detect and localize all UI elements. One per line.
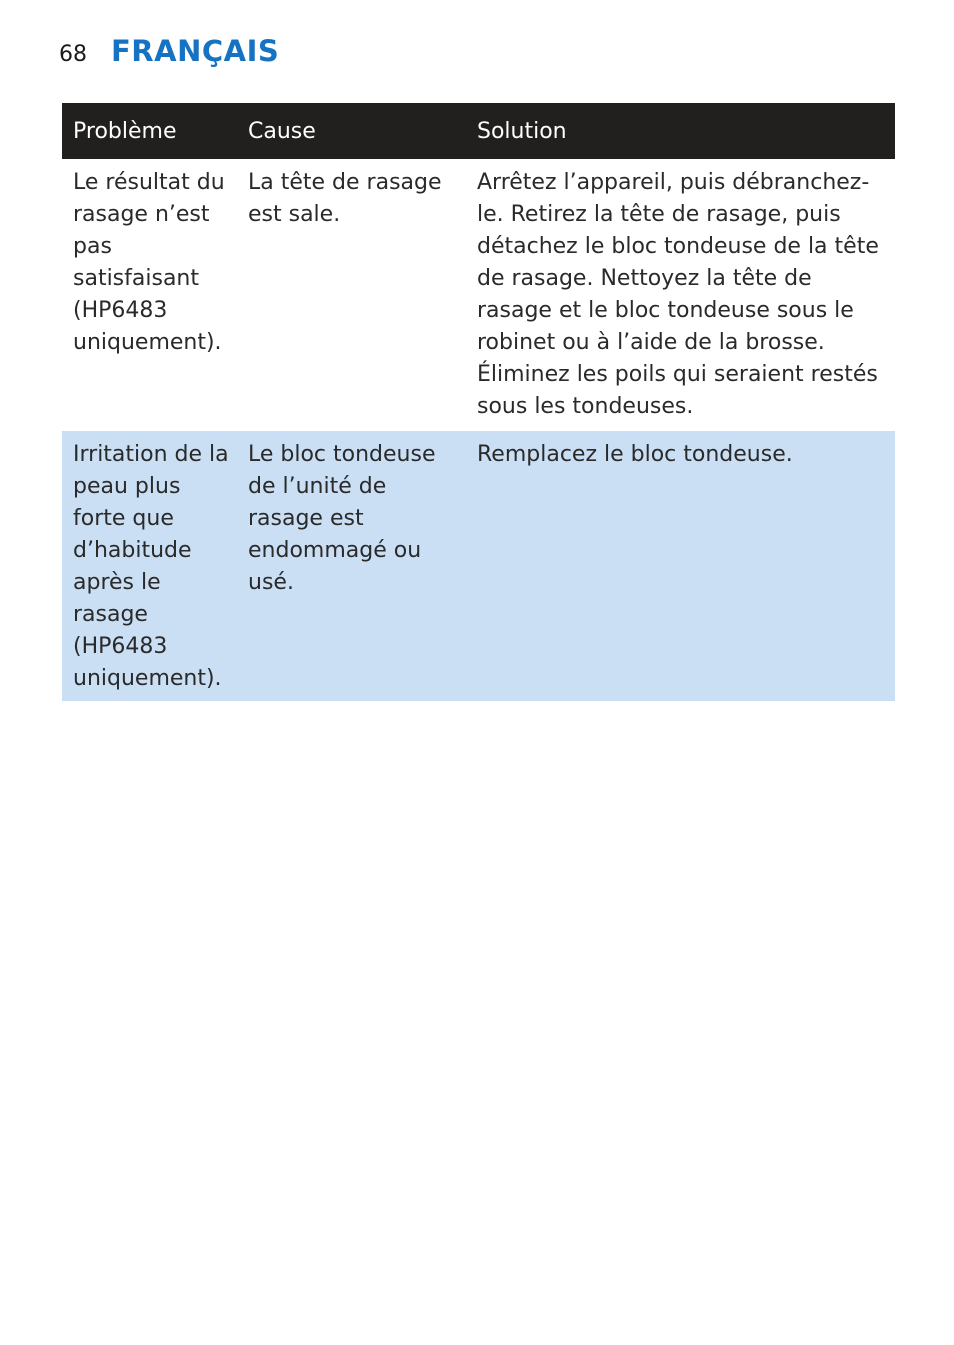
page-header: [59, 34, 279, 74]
section-title: FRANÇAIS: [111, 34, 280, 68]
column-header-solution: Solution: [466, 103, 895, 159]
troubleshooting-table: [62, 103, 895, 701]
cell-cause: La tête de rasage est sale.: [237, 159, 466, 431]
table-row: [62, 159, 895, 431]
cell-solution: Arrêtez l’appareil, puis débranchez-le. Retirez la tête de rasage, puis détachez le bloc tondeuse de la tête de rasage. Nettoyez la tête de rasage et le bloc tondeuse sous le robinet ou à l’aide de la brosse. Éliminez les poils qui seraient restés sous les tondeuses.: [466, 159, 895, 431]
column-header-probleme: Problème: [62, 103, 237, 159]
table-header-row: [62, 103, 895, 159]
table-row: [62, 431, 895, 701]
cell-probleme: Irritation de la peau plus forte que d’habitude après le rasage (HP6483 uniquement).: [62, 431, 237, 701]
cell-solution: Remplacez le bloc tondeuse.: [466, 431, 895, 701]
column-header-cause: Cause: [237, 103, 466, 159]
cell-probleme: Le résultat du rasage n’est pas satisfaisant (HP6483 uniquement).: [62, 159, 237, 431]
page-number: 68: [59, 42, 87, 67]
cell-cause: Le bloc tondeuse de l’unité de rasage est endommagé ou usé.: [237, 431, 466, 701]
